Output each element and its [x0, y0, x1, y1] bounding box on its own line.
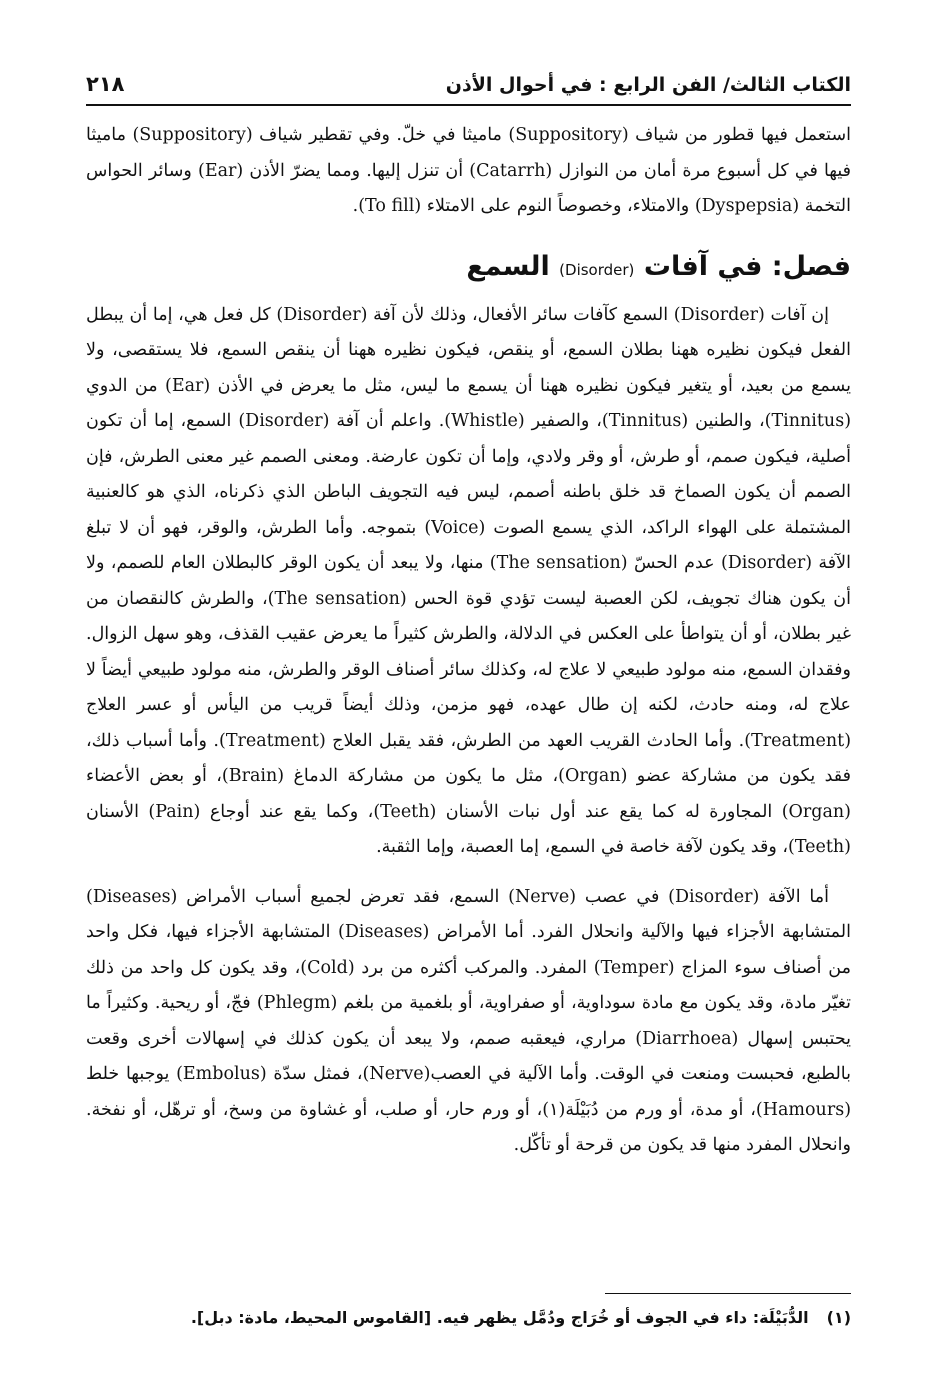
paragraph-gap: [86, 866, 851, 880]
section-heading: [86, 247, 851, 290]
page-body: [86, 118, 851, 1164]
intro-paragraph: استعمل فيها قطور من شياف (Suppository) ماميثا في خلّ. وفي تقطير شياف (Suppository) ماميثا فيها في كل أسبوع مرة أمان من النوازل (Catarrh) أن تنزل إليها. ومما يضرّ الأذن (Ear) وسائر الحواس التخمة (Dyspepsia) والامتلاء، وخصوصاً النوم على الامتلاء (To fill).: [86, 125, 851, 216]
section-title-prefix: فصل: في آفات: [643, 250, 851, 282]
section-title-latin: (Disorder): [559, 260, 635, 279]
section-title-suffix: السمع: [466, 250, 550, 282]
footnote-divider: [605, 1293, 851, 1294]
footnote: [86, 1303, 851, 1333]
footnote-marker: (١): [826, 1308, 851, 1327]
page-header: [86, 56, 851, 106]
body-paragraph: أما الآفة (Disorder) في عصب (Nerve) السمع، فقد تعرض لجميع أسباب الأمراض (Diseases) المتشابهة الأجزاء فيها والآلية وانحلال الفرد. أما الأمراض (Diseases) المتشابهة الأجزاء فيها، فكل واحد من أصناف سوء المزاج (Temper) المفرد. والمركب أكثره من برد (Cold)، وقد يكون كل واحد من ذلك تغيّر مادة، وقد يكون مع مادة سوداوية، أو صفراوية، أو بلغمية من بلغم (Phlegm) فجّ، أو ريحية. وكثيراً ما يحتبس إسهال (Diarrhoea) مراري، فيعقبه صمم، ولا يبعد أن يكون كذلك في إسهالات أخرى وقعت بالطبع، فحبست ومنعت في الوقت. وأما الآلية في العصب(Nerve)، فمثل سدّة (Embolus) يوجبها خلط (Hamours)، أو مدة، أو ورم من دُبَيْلَة(١)، أو ورم حار، أو صلب، أو غشاوة من وسخ، أو ترهّل، أو نفخة. وانحلال المفرد منها قد يكون من قرحة أو تأكّل.: [86, 886, 852, 1155]
running-title: الكتاب الثالث/ الفن الرابع : في أحوال الأذن: [445, 74, 851, 96]
footnote-text: الدُّبَيْلَة: داء في الجوف أو خُرَاج ودُمَّل يظهر فيه. [القاموس المحيط، مادة: دبل].: [190, 1308, 809, 1327]
page-number: ٢١٨: [86, 72, 125, 96]
body-paragraph: إن آفات (Disorder) السمع كآفات سائر الأفعال، وذلك لأن آفة (Disorder) كل فعل هي، إما أن يبطل الفعل فيكون نظيره ههنا بطلان السمع، أو ينقص، فيكون نظيره ههنا أن ينقص السمع، فلا يستقصى، ولا يسمع من بعيد، أو يتغير فيكون نظيره ههنا أن يسمع ما ليس، مثل ما يعرض في الأذن (Ear) من الدوي (Tinnitus)، والطنين (Tinnitus)، والصفير (Whistle). واعلم أن آفة (Disorder) السمع، إما أن تكون أصلية، فيكون صمم، أو طرش، أو وقر ولادي، وإما أن تكون عارضة. ومعنى الصمم غير معنى الطرش، فإن الصمم أن يكون الصماخ قد خلق باطنه أصمم، ليس فيه التجويف الباطن الذي ذكرناه، الذي هو كالعنبية المشتملة على الهواء الراكد، الذي يسمع الصوت (Voice) بتموجه. وأما الطرش، والوقر، فهو أن لا تبلغ الآفة (Disorder) عدم الحسّ (The sensation) منها، ولا يبعد أن يكون الوقر كالبطلان العام للصمم، ولا أن يكون هناك تجويف، لكن العصبة ليست تؤدي قوة الحس (The sensation)، والطرش كالنقصان من غير بطلان، أو أن يتواطأ على العكس في الدلالة، والطرش كثيراً ما يعرض عقيب القذف، وهو سهل الزوال. وفقدان السمع، منه مولود طبيعي لا علاج له، وكذلك سائر أصناف الوقر والطرش، منه مولود طبيعي أيضاً لا علاج له، ومنه حادث، لكنه إن طال عهده، فهو مزمن، وذلك أيضاً قريب من اليأس أو عسر العلاج (Treatment). وأما الحادث القريب العهد من الطرش، فقد يقبل العلاج (Treatment). وأما أسباب ذلك، فقد يكون من مشاركة عضو (Organ)، مثل ما يكون من مشاركة الدماغ (Brain)، أو بعض الأعضاء (Organ) المجاورة له كما يقع عند أول نبات الأسنان (Teeth)، وكما يقع عند أوجاع (Pain) الأسنان (Teeth)، وقد يكون لآفة خاصة في السمع، إما العصبة، وإما الثقبة.: [86, 304, 852, 857]
